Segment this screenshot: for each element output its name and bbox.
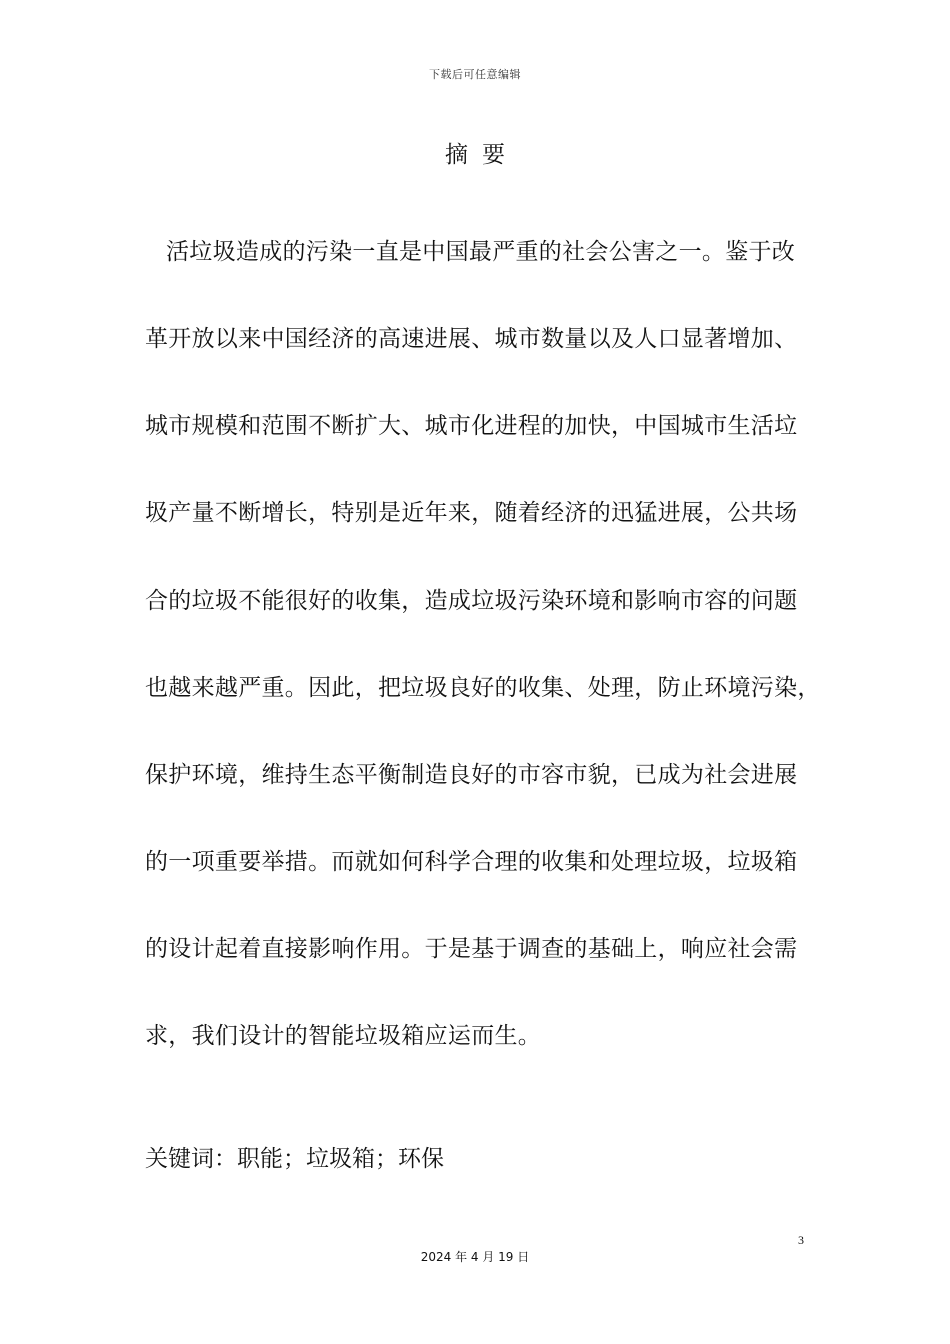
abstract-line: 合的垃圾不能很好的收集，造成垃圾污染环境和影响市容的问题 — [145, 588, 798, 614]
keywords: 关键词：职能；垃圾箱；环保 — [145, 1146, 444, 1172]
abstract-line: 活垃圾造成的污染一直是中国最严重的社会公害之一。鉴于改 — [166, 239, 796, 265]
page-number: 3 — [798, 1233, 804, 1247]
abstract-line: 革开放以来中国经济的高速进展、城市数量以及人口显著增加、 — [145, 326, 798, 352]
abstract-line: 保护环境，维持生态平衡制造良好的市容市貌，已成为社会进展 — [145, 762, 798, 788]
abstract-line: 求，我们设计的智能垃圾箱应运而生。 — [145, 1023, 542, 1049]
abstract-line: 的设计起着直接影响作用。于是基于调查的基础上，响应社会需 — [145, 936, 798, 962]
abstract-line: 的一项重要举措。而就如何科学合理的收集和处理垃圾，垃圾箱 — [145, 849, 798, 875]
page-title: 摘要 — [445, 142, 519, 168]
abstract-line: 圾产量不断增长，特别是近年来，随着经济的迅猛进展，公共场 — [145, 500, 798, 526]
footer-date: 2024 年 4 月 19 日 — [420, 1250, 530, 1264]
header-note: 下载后可任意编辑 — [429, 68, 521, 81]
abstract-line: 也越来越严重。因此，把垃圾良好的收集、处理，防止环境污染， — [145, 675, 821, 701]
abstract-line: 城市规模和范围不断扩大、城市化进程的加快，中国城市生活垃 — [145, 413, 798, 439]
